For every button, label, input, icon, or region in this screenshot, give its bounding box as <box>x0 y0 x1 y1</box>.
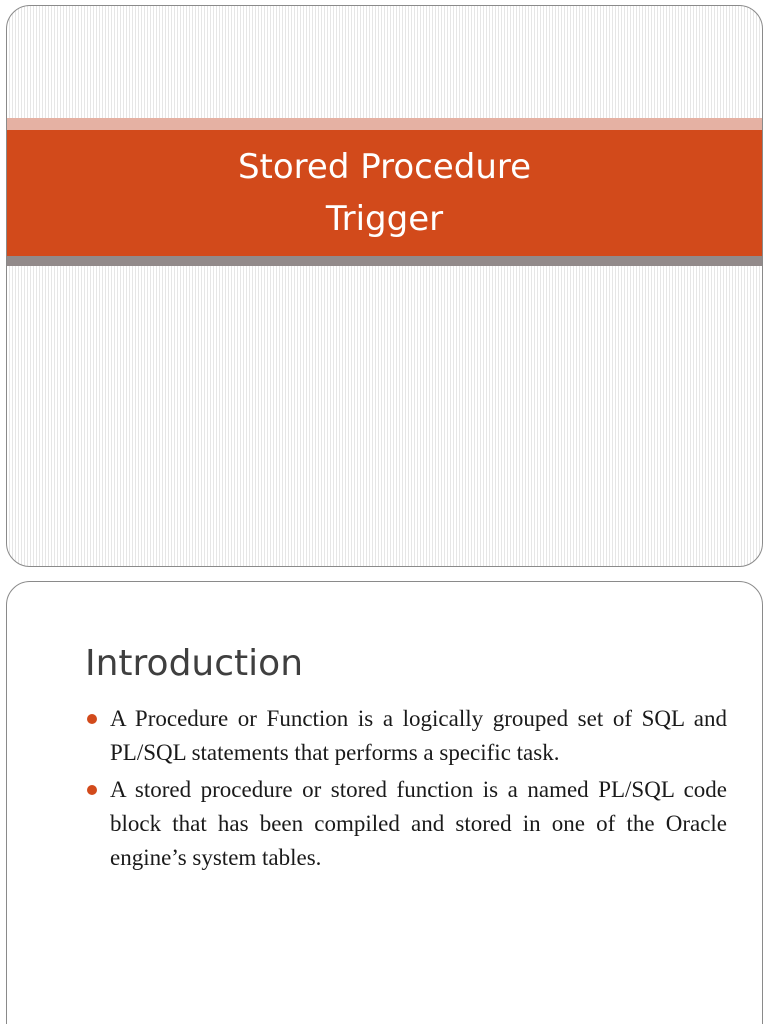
list-item <box>85 702 727 770</box>
slide-heading: Introduction <box>85 643 304 684</box>
bullet-dot-icon <box>87 714 97 724</box>
title-slide <box>6 5 763 567</box>
list-item <box>85 773 727 875</box>
title-top-accent-stripe <box>7 118 762 130</box>
bullet-list <box>85 702 727 878</box>
title-band <box>7 130 762 256</box>
introduction-slide <box>6 581 763 1024</box>
bullet-dot-icon <box>87 785 97 795</box>
title-line-1: Stored Procedure <box>237 147 532 187</box>
title-bottom-accent-stripe <box>7 256 762 266</box>
bullet-text: A Procedure or Function is a logically grouped set of SQL and PL/SQL statements that performs a specific task. <box>110 706 727 765</box>
bullet-text: A stored procedure or stored function is a named PL/SQL code block that has been compiled and stored in one of the Oracle engine’s system tables. <box>110 777 727 870</box>
title-line-2: Trigger <box>325 199 444 239</box>
